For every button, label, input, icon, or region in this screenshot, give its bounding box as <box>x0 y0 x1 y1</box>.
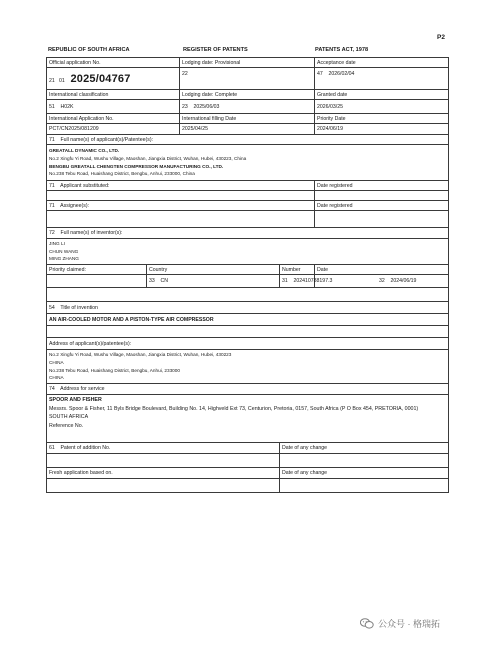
watermark-text: 公众号 · 格瑞拓 <box>378 619 440 629</box>
field-code: 71 <box>49 136 55 143</box>
field-code: 33 <box>149 278 155 284</box>
field-code: 23 <box>182 103 188 110</box>
assignees-label-cell <box>47 201 315 211</box>
service-firm: SPOOR AND FISHER <box>49 397 102 403</box>
assignees-label: Assignee(s): <box>60 202 89 209</box>
service-label: Address for service <box>60 386 105 392</box>
addition-value <box>47 454 280 468</box>
priority-number-cell <box>280 275 333 288</box>
inventors-block <box>47 239 449 265</box>
application-number-label: Official application No. <box>47 58 180 68</box>
priority-date-value: 2024/06/19 <box>315 124 449 135</box>
service-country: SOUTH AFRICA <box>49 414 89 420</box>
intl-classification-value: H02K <box>60 103 74 110</box>
lodging-complete-cell <box>180 100 315 114</box>
applicants-block <box>47 145 449 181</box>
addition-date-value <box>280 454 449 468</box>
field-code: 61 <box>49 445 55 451</box>
page-number: P2 <box>437 34 445 41</box>
application-number: 2025/04767 <box>70 72 131 85</box>
service-address: Messrs. Spoor & Fisher, 11 Byls Bridge Boulevard, Building No. 14, Highveld Ext 73, Centurion, Pretoria, 0157, South Africa (P O Box 454, PRETORIA, 0001) <box>49 405 419 412</box>
lodging-complete-value: 2025/06/03 <box>193 103 220 110</box>
inventors-label-cell <box>47 228 449 239</box>
assignees-value <box>47 211 315 228</box>
acceptance-date-value: 2026/02/04 <box>328 71 355 77</box>
addition-label-cell <box>47 443 280 454</box>
title-blank-row <box>47 326 449 338</box>
field-code: 72 <box>49 230 55 236</box>
field-code: 71 <box>49 202 55 209</box>
priority-country-cell <box>147 275 280 288</box>
intl-classification-cell <box>47 100 180 114</box>
application-number-cell <box>47 68 180 90</box>
fresh-date-value <box>280 479 449 493</box>
addition-date-label: Date of any change <box>280 443 449 454</box>
address-applicants-block <box>47 350 449 384</box>
field-code: 21 <box>49 77 55 84</box>
address-applicants-label: Address of applicant(s)/patentee(s): <box>47 338 449 350</box>
field-code: 22 <box>182 71 188 77</box>
priority-country-value: CN <box>160 278 168 284</box>
applicant-substituted-value <box>47 191 315 201</box>
field-code: 74 <box>49 386 55 392</box>
priority-number-value: 202410788197.3 <box>293 278 333 284</box>
addition-label: Patent of addition No. <box>60 445 111 451</box>
header-country: REPUBLIC OF SOUTH AFRICA <box>48 47 130 53</box>
priority-claimed-value <box>47 275 147 288</box>
priority-date-col-label: Date <box>315 265 449 275</box>
assignees-date-value <box>315 211 449 228</box>
lodging-provisional-label: Lodging date: Provisional <box>180 58 315 68</box>
lodging-complete-label: Lodging date: Complete <box>180 90 315 100</box>
fresh-application-label: Fresh application based on. <box>47 468 280 479</box>
acceptance-date-label: Acceptance date <box>315 58 449 68</box>
intl-classification-label: International classification <box>47 90 180 100</box>
intl-application-value: PCT/CN2025/081209 <box>47 124 180 135</box>
field-code: 54 <box>49 304 55 311</box>
applicant-line: BENGBU GREATALL CHENGTEN COMPRESSOR MANUFACTURING CO., LTD. <box>49 163 224 169</box>
applicant-line: GREATALL DYNAMIC CO., LTD. <box>49 147 120 153</box>
inventor-name: MING ZHANG <box>49 256 79 262</box>
title-label: Title of invention <box>60 304 98 311</box>
field-code: 47 <box>317 71 323 77</box>
granted-date-value: 2026/03/25 <box>315 100 449 114</box>
service-reference: Reference No. <box>49 422 84 429</box>
fresh-date-label: Date of any change <box>280 468 449 479</box>
inventors-label: Full name(s) of inventor(s): <box>60 230 123 236</box>
applicant-substituted-label-cell <box>47 181 315 191</box>
applicants-label-cell <box>47 135 449 145</box>
address-line: CHINA <box>49 359 64 365</box>
address-line: No.238 Tebu Road, Huaishang District, Bengbu, Anhui, 233000 <box>49 367 180 373</box>
priority-date-label: Priority Date <box>315 114 449 124</box>
granted-date-label: Granted date <box>315 90 449 100</box>
title-label-cell <box>47 302 449 314</box>
intl-application-label: International Application No. <box>47 114 180 124</box>
lodging-provisional-cell <box>180 68 315 90</box>
address-line: No.2 Xingfu Yi Road, Wushu Village, Maoshan, Jiangxia District, Wuhan, Hubei, 430223 <box>49 351 232 357</box>
inventor-name: JING LI <box>49 240 65 246</box>
header-register: REGISTER OF PATENTS <box>183 47 248 53</box>
service-label-cell <box>47 384 449 395</box>
inventor-name: CHUN WANG <box>49 248 79 254</box>
field-code: 01 <box>59 77 65 84</box>
applicant-line: No.238 Tebu Road, Huaishang District, Bengbu, Anhui, 233000, China <box>49 171 195 177</box>
intl-filing-label: International filling Date <box>180 114 315 124</box>
applicant-line: No.2 Xingfu Yi Road, Wushu Village, Maoshan, Jiangxia District, Wuhan, Hubei, 430223, China <box>49 155 247 161</box>
applicants-label: Full name(s) of applicant(s)/Patentee(s): <box>60 136 153 143</box>
service-block <box>47 395 449 443</box>
intl-filing-value: 2025/04/25 <box>180 124 315 135</box>
address-line: CHINA <box>49 375 64 381</box>
header-act: PATENTS ACT, 1978 <box>315 47 369 53</box>
wechat-watermark <box>360 617 440 630</box>
applicant-substituted-date-value <box>315 191 449 201</box>
title-value: AN AIR-COOLED MOTOR AND A PISTON-TYPE AIR COMPRESSOR <box>47 314 449 326</box>
applicant-substituted-label: Applicant substituted: <box>60 182 110 189</box>
acceptance-date-cell <box>315 68 449 90</box>
applicant-substituted-date-label: Date registered <box>315 181 449 191</box>
priority-claimed-label: Priority claimed: <box>47 265 147 275</box>
spacer-row <box>47 288 449 302</box>
priority-date-claimed-value: 2024/06/19 <box>390 278 417 284</box>
field-code: 31 <box>282 278 288 284</box>
wechat-icon <box>360 618 374 629</box>
priority-number-label: Number <box>280 265 315 275</box>
field-code: 32 <box>379 278 385 284</box>
priority-country-label: Country <box>147 265 280 275</box>
assignees-date-label: Date registered <box>315 201 449 211</box>
field-code: 51 <box>49 103 55 110</box>
field-code: 71 <box>49 182 55 189</box>
patent-register-form <box>46 57 449 493</box>
priority-date-cell <box>315 275 449 288</box>
fresh-application-value <box>47 479 280 493</box>
